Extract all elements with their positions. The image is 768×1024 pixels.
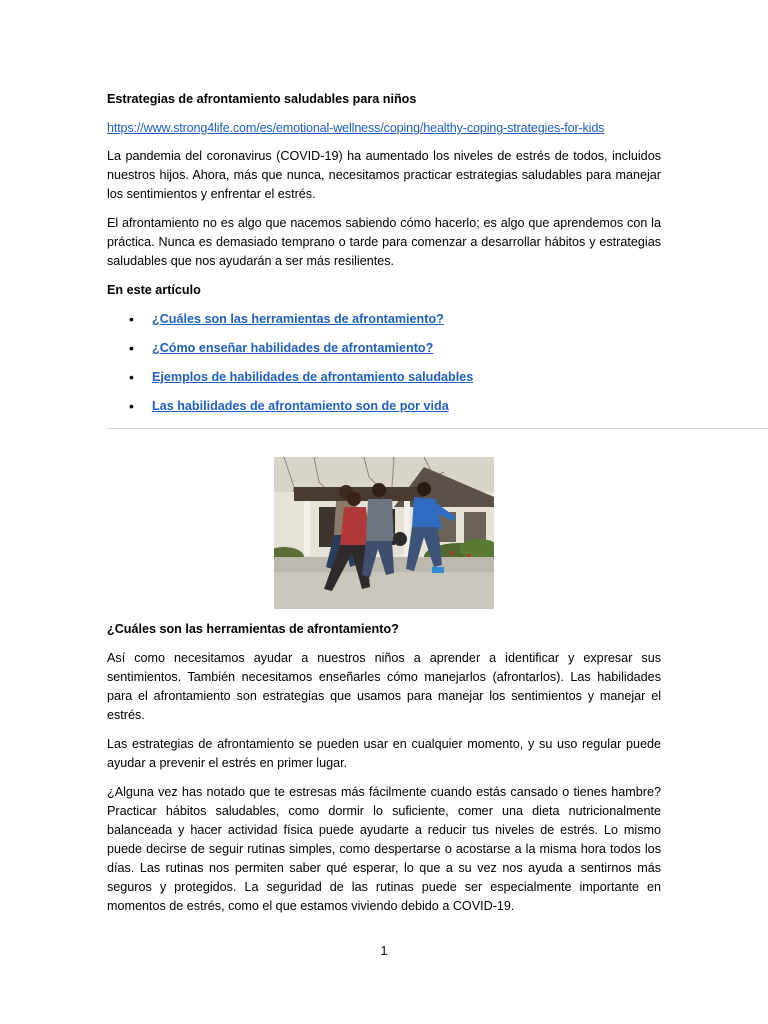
toc-heading: En este artículo	[107, 283, 201, 297]
toc-link-por-vida[interactable]: Las habilidades de afrontamiento son de por vida	[152, 399, 449, 413]
document-page-body	[107, 620, 661, 926]
body-paragraph-3: ¿Alguna vez has notado que te estresas más fácilmente cuando estás cansado o tienes hambre? Practicar hábitos saludables, como dormir lo suficiente, comer una dieta nutricionalmente balanceada y hacer actividad física puede ayudarte a reducir tus niveles de estrés. Lo mismo puede decirse de seguir rutinas simples, como despertarse o acostarse a la misma hora todos los días. Las rutinas nos permiten saber qué esperar, lo que a su vez nos ayuda a sentirnos más seguros y protegidos. La seguridad de las rutinas puede ser especialmente importante en momentos de estrés, como el que estamos viviendo debido a COVID-19.	[107, 785, 661, 913]
body-paragraph-2: Las estrategias de afrontamiento se pueden usar en cualquier momento, y su uso regular puede ayudar a prevenir el estrés en primer lugar.	[107, 737, 661, 770]
bullet-icon: •	[129, 311, 134, 327]
section-divider	[107, 428, 768, 429]
body-paragraph-1: Así como necesitamos ayudar a nuestros niños a aprender a identificar y expresar sus sentimientos. También necesitamos enseñarles cómo manejarlos (afrontarlos). Las habilidades para el afrontamiento son estrategias que usamos para manejar los sentimientos y manejar el estrés.	[107, 651, 661, 722]
toc-item	[107, 339, 661, 368]
page-number: 1	[380, 944, 388, 958]
bullet-icon: •	[129, 340, 134, 356]
toc-item	[107, 310, 661, 339]
section-heading-herramientas: ¿Cuáles son las herramientas de afrontamiento?	[107, 622, 399, 636]
toc-link-herramientas[interactable]: ¿Cuáles son las herramientas de afrontamiento?	[152, 312, 444, 326]
intro-paragraph-1: La pandemia del coronavirus (COVID-19) ha aumentado los niveles de estrés de todos, incluidos nuestros hijos. Ahora, más que nunca, necesitamos practicar estrategias saludables para manejar los sentimientos y enfrentar el estrés.	[107, 149, 661, 201]
toc-item	[107, 368, 661, 397]
bullet-icon: •	[129, 369, 134, 385]
source-link[interactable]: https://www.strong4life.com/es/emotional-wellness/coping/healthy-coping-strategies-for-kids	[107, 121, 605, 135]
document-page-top	[107, 90, 661, 426]
bullet-icon: •	[129, 398, 134, 414]
toc-link-ejemplos[interactable]: Ejemplos de habilidades de afrontamiento saludables	[152, 370, 474, 384]
intro-paragraph-2: El afrontamiento no es algo que nacemos sabiendo cómo hacerlo; es algo que aprendemos con la práctica. Nunca es demasiado temprano o tarde para comenzar a desarrollar hábitos y estrategias saludables que nos ayudarán a ser más resilientes.	[107, 216, 661, 268]
family-playing-photo	[274, 457, 494, 609]
table-of-contents	[107, 310, 661, 426]
toc-item	[107, 397, 661, 426]
document-title: Estrategias de afrontamiento saludables para niños	[107, 92, 417, 106]
toc-link-ensenar[interactable]: ¿Cómo enseñar habilidades de afrontamiento?	[152, 341, 434, 355]
